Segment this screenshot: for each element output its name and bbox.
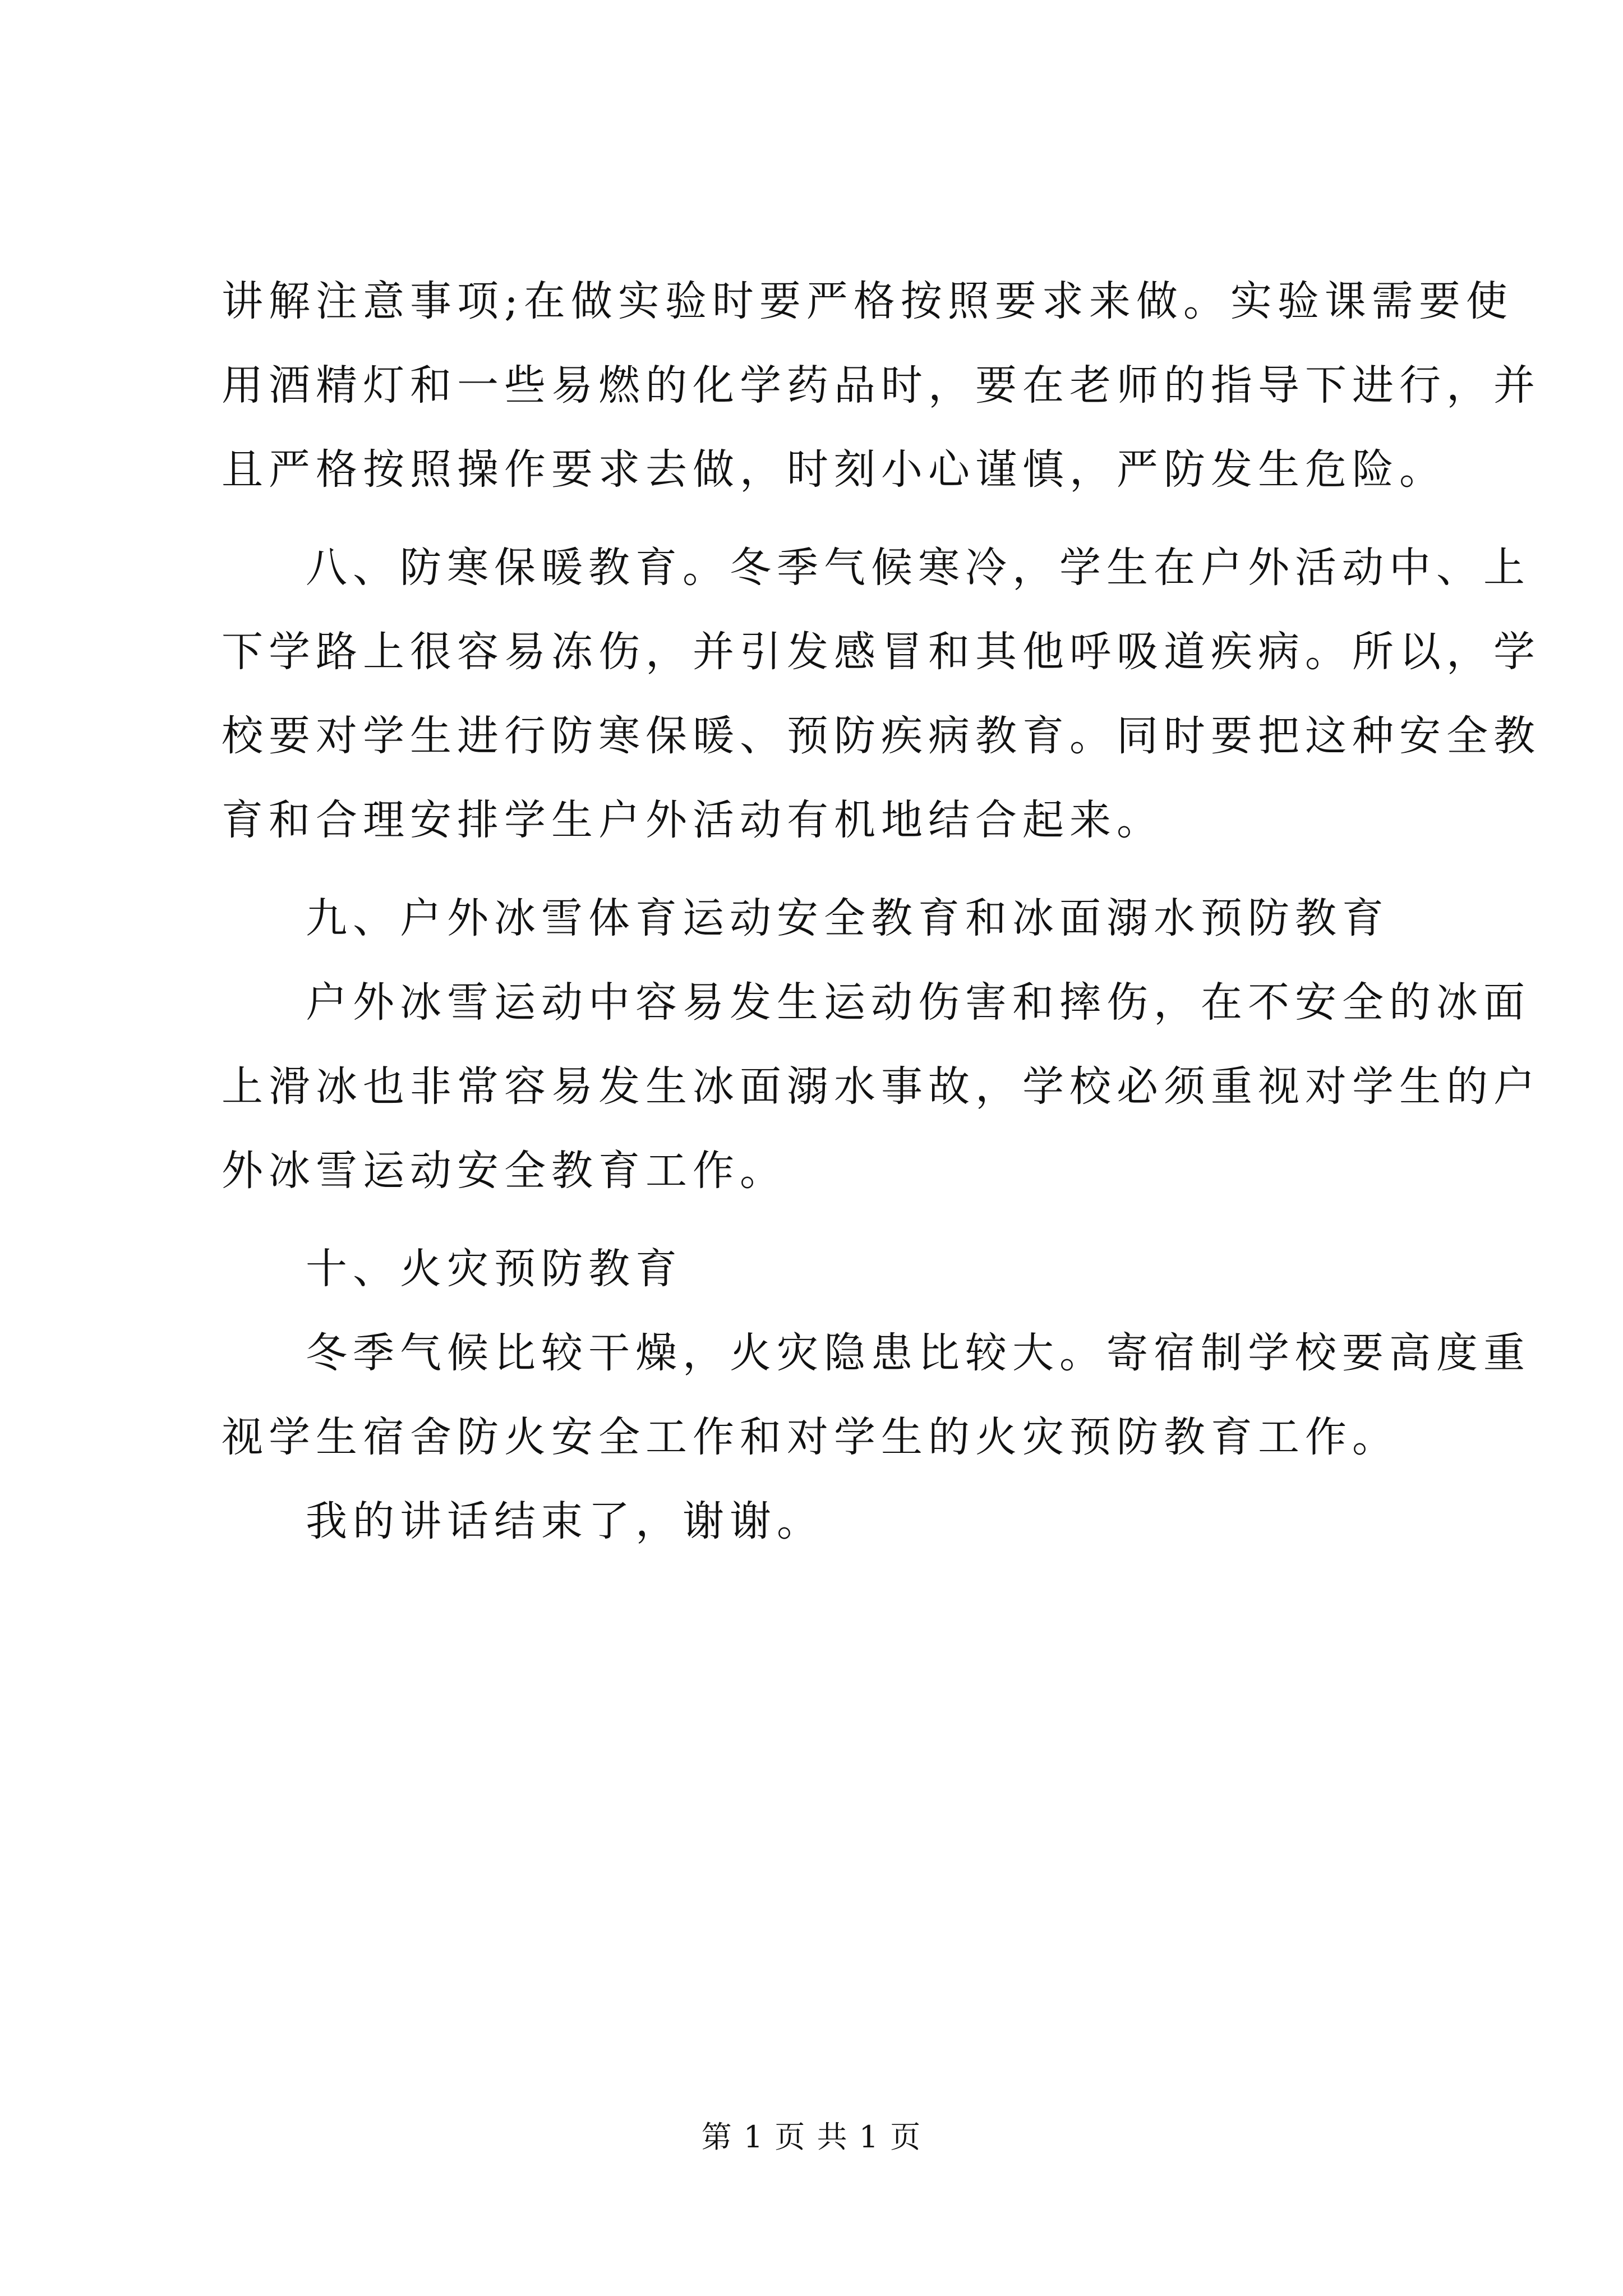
section-9 bbox=[222, 876, 1541, 1213]
text-line: 用酒精灯和一些易燃的化学药品时，要在老师的指导下进行，并 bbox=[222, 361, 1541, 409]
text-line: 户外冰雪运动中容易发生运动伤害和摔伤，在不安全的冰面 bbox=[306, 978, 1530, 1027]
text-line: 讲解注意事项;在做实验时要严格按照要求来做。实验课需要使 bbox=[222, 277, 1513, 325]
page-number-footer: 第 1 页 共 1 页 bbox=[701, 2119, 922, 2155]
paragraph-continuation bbox=[222, 259, 1541, 512]
document-body bbox=[222, 259, 1541, 1563]
text-line: 校要对学生进行防寒保暖、预防疾病教育。同时要把这种安全教 bbox=[222, 712, 1541, 760]
section-8-paragraph bbox=[222, 526, 1541, 862]
text-line: 视学生宿舍防火安全工作和对学生的火灾预防教育工作。 bbox=[222, 1413, 1399, 1461]
section-10 bbox=[222, 1227, 1530, 1479]
closing-remark: 我的讲话结束了，谢谢。 bbox=[306, 1497, 824, 1545]
text-line: 且严格按照操作要求去做，时刻小心谨慎，严防发生危险。 bbox=[222, 445, 1446, 494]
section-10-heading: 十、火灾预防教育 bbox=[306, 1245, 683, 1293]
text-line: 冬季气候比较干燥，火灾隐患比较大。寄宿制学校要高度重 bbox=[306, 1329, 1530, 1377]
text-line: 八、防寒保暖教育。冬季气候寒冷，学生在户外活动中、上 bbox=[306, 544, 1530, 592]
text-line: 上滑冰也非常容易发生冰面溺水事故，学校必须重视对学生的户 bbox=[222, 1062, 1541, 1111]
text-line: 下学路上很容易冻伤，并引发感冒和其他呼吸道疾病。所以，学 bbox=[222, 628, 1541, 676]
text-line: 育和合理安排学生户外活动有机地结合起来。 bbox=[222, 796, 1164, 844]
text-line: 外冰雪运动安全教育工作。 bbox=[222, 1147, 787, 1195]
section-9-heading: 九、户外冰雪体育运动安全教育和冰面溺水预防教育 bbox=[306, 894, 1389, 942]
